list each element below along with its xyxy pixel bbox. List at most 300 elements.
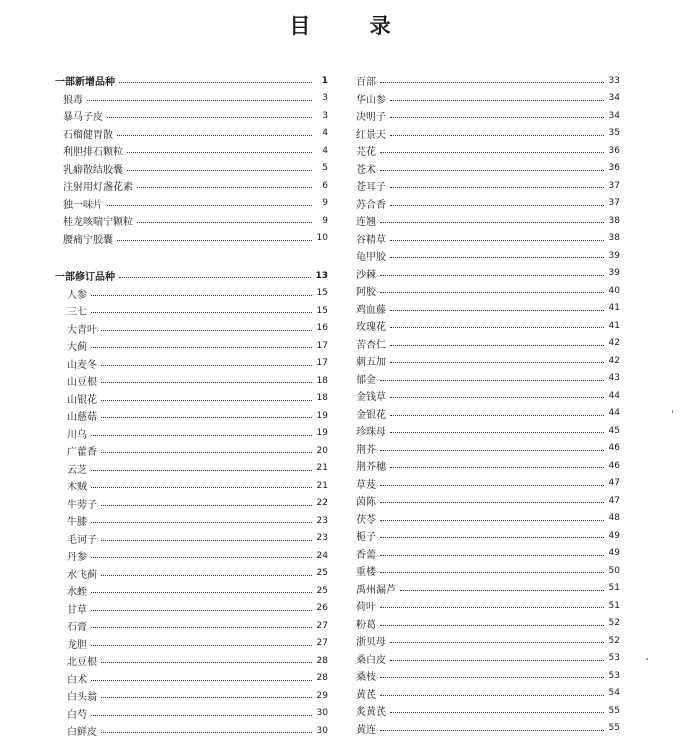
leader-dots (390, 205, 604, 206)
toc-entry-name: 苦杏仁 (356, 339, 386, 351)
page-number: 24 (316, 550, 328, 561)
toc-entry-name: 桑白皮 (356, 654, 386, 666)
page-number: 30 (316, 708, 328, 719)
leader-dots (390, 345, 604, 346)
page-number: 49 (608, 548, 620, 559)
section-heading-label: 一部新增品种 (55, 77, 115, 89)
page-number: 37 (608, 198, 620, 209)
page-number: 10 (316, 233, 328, 244)
page-number: 19 (316, 428, 328, 439)
leader-dots (101, 732, 312, 733)
toc-entry-name: 荆芥 (356, 444, 376, 456)
toc-entry-name: 栀子 (356, 532, 376, 544)
page-number: 27 (316, 620, 328, 631)
page-number: 9 (322, 215, 328, 226)
toc-entry[interactable] (55, 495, 328, 513)
leader-dots (380, 222, 604, 223)
toc-entry[interactable] (356, 650, 620, 668)
toc-entry-name: 注射用灯盏花素 (63, 182, 133, 194)
toc-entry-name: 狼毒 (63, 94, 83, 106)
toc-entry-name: 三七 (67, 307, 87, 319)
toc-entry-name: 白芍 (67, 709, 87, 721)
page-number: 21 (316, 480, 328, 491)
page-number: 33 (608, 75, 620, 86)
leader-dots (91, 592, 312, 593)
page-number: 42 (608, 355, 620, 366)
toc-entry[interactable] (55, 652, 328, 670)
toc-entry-name: 金钱草 (356, 392, 386, 404)
leader-dots (380, 485, 604, 486)
leader-dots (101, 697, 312, 698)
leader-dots (101, 330, 312, 331)
page-number: 19 (316, 410, 328, 421)
toc-entry[interactable] (55, 90, 328, 108)
toc-entry-name: 苏合香 (356, 199, 386, 211)
toc-entry-name: 珍珠母 (356, 427, 386, 439)
toc-entry[interactable] (55, 565, 328, 583)
leader-dots (390, 642, 604, 643)
page-number: 36 (608, 163, 620, 174)
section-heading-revised-varieties[interactable] (55, 267, 328, 285)
page-number: 25 (316, 568, 328, 579)
toc-entry[interactable] (356, 615, 620, 633)
page-number: 6 (322, 180, 328, 191)
toc-entry[interactable] (55, 337, 328, 355)
toc-entry-name: 黄连 (356, 724, 376, 736)
page-number: 23 (316, 515, 328, 526)
leader-dots (380, 292, 604, 293)
toc-entry-name: 大青叶 (67, 324, 97, 336)
leader-dots (119, 82, 312, 83)
toc-entry-name: 红景天 (356, 129, 386, 141)
page-number: 51 (608, 583, 620, 594)
toc-entry[interactable] (55, 687, 328, 705)
leader-dots (390, 362, 604, 363)
leader-dots (107, 205, 312, 206)
page-number: 39 (608, 268, 620, 279)
toc-entry-name: 水飞蓟 (67, 569, 97, 581)
leader-dots (101, 575, 312, 576)
page-number: 15 (316, 288, 328, 299)
toc-entry[interactable] (356, 352, 620, 370)
leader-dots (137, 187, 312, 188)
toc-entry-name: 桂龙咳喘宁颗粒 (63, 217, 133, 229)
leader-dots (390, 240, 604, 241)
toc-entry[interactable] (356, 282, 620, 300)
page-number: 21 (316, 463, 328, 474)
toc-entry[interactable] (356, 422, 620, 440)
leader-dots (91, 435, 312, 436)
toc-entry-name: 北豆根 (67, 657, 97, 669)
toc-entry-name: 茯苓 (356, 514, 376, 526)
scan-speck (646, 658, 648, 660)
toc-entry-name: 茵陈 (356, 497, 376, 509)
scan-speck (672, 410, 673, 413)
leader-dots (380, 275, 604, 276)
toc-entry[interactable] (55, 425, 328, 443)
page-number: 3 (322, 93, 328, 104)
toc-entry-name: 桑枝 (356, 672, 376, 684)
toc-entry-name: 苍术 (356, 164, 376, 176)
toc-entry-name: 刺五加 (356, 357, 386, 369)
page-number: 46 (608, 460, 620, 471)
page-number: 28 (316, 673, 328, 684)
page-number: 35 (608, 128, 620, 139)
toc-entry[interactable] (356, 580, 620, 598)
page-number: 18 (316, 393, 328, 404)
page-number: 22 (316, 498, 328, 509)
page-number: 20 (316, 445, 328, 456)
toc-entry[interactable] (356, 230, 620, 248)
leader-dots (107, 117, 312, 118)
leader-dots (101, 417, 312, 418)
leader-dots (117, 135, 312, 136)
toc-entry[interactable] (55, 390, 328, 408)
toc-entry-name: 牛膝 (67, 517, 87, 529)
page-number: 47 (608, 495, 620, 506)
toc-entry-name: 白头翁 (67, 692, 97, 704)
toc-entry-name: 金银花 (356, 409, 386, 421)
page-number: 41 (608, 303, 620, 314)
toc-entry[interactable] (55, 195, 328, 213)
page-number: 52 (608, 635, 620, 646)
toc-entry[interactable] (55, 160, 328, 178)
toc-entry[interactable] (55, 107, 328, 125)
page-number: 55 (608, 705, 620, 716)
leader-dots (119, 277, 311, 278)
toc-entry-name: 郁金 (356, 374, 376, 386)
toc-entry[interactable] (356, 475, 620, 493)
leader-dots (91, 715, 312, 716)
leader-dots (390, 467, 604, 468)
toc-entry-name: 荷叶 (356, 602, 376, 614)
leader-dots (380, 537, 604, 538)
toc-entry-name: 山慈菇 (67, 412, 97, 424)
page-number: 52 (608, 618, 620, 629)
leader-dots (101, 365, 312, 366)
toc-entry[interactable] (356, 107, 620, 125)
leader-dots (91, 557, 312, 558)
leader-dots (390, 187, 604, 188)
toc-entry[interactable] (356, 335, 620, 353)
page-number: 1 (321, 75, 328, 86)
toc-entry[interactable] (55, 442, 328, 460)
toc-entry[interactable] (356, 90, 620, 108)
toc-entry[interactable] (55, 600, 328, 618)
toc-entry[interactable] (356, 300, 620, 318)
leader-dots (91, 645, 312, 646)
page-number: 40 (608, 285, 620, 296)
leader-dots (101, 505, 312, 506)
toc-entry[interactable] (356, 457, 620, 475)
leader-dots (390, 712, 604, 713)
leader-dots (380, 520, 604, 521)
leader-dots (380, 502, 604, 503)
toc-entry[interactable] (356, 212, 620, 230)
toc-entry-name: 乳癖散结胶囊 (63, 164, 123, 176)
page-number: 27 (316, 638, 328, 649)
leader-dots (127, 170, 312, 171)
toc-entry-name: 龟甲胶 (356, 252, 386, 264)
leader-dots (380, 170, 604, 171)
page-number: 17 (316, 340, 328, 351)
leader-dots (127, 152, 312, 153)
page-number: 34 (608, 110, 620, 121)
toc-entry[interactable] (356, 125, 620, 143)
toc-entry[interactable] (55, 705, 328, 723)
page-number: 36 (608, 145, 620, 156)
toc-entry-name: 炙黄芪 (356, 707, 386, 719)
leader-dots (91, 522, 312, 523)
toc-entry-name: 草芨 (356, 479, 376, 491)
page-number: 3 (322, 110, 328, 121)
toc-entry[interactable] (55, 670, 328, 688)
toc-entry[interactable] (356, 265, 620, 283)
toc-entry[interactable] (55, 582, 328, 600)
toc-entry[interactable] (55, 635, 328, 653)
page-number: 46 (608, 443, 620, 454)
leader-dots (390, 432, 604, 433)
toc-entry-name: 香薷 (356, 549, 376, 561)
page-number: 51 (608, 600, 620, 611)
toc-entry[interactable] (356, 370, 620, 388)
toc-entry-name: 山豆根 (67, 377, 97, 389)
page-number: 38 (608, 215, 620, 226)
toc-entry[interactable] (55, 617, 328, 635)
toc-entry-name: 白术 (67, 674, 87, 686)
toc-entry[interactable] (356, 177, 620, 195)
page-number: 55 (608, 723, 620, 734)
leader-dots (101, 452, 312, 453)
leader-dots (117, 240, 312, 241)
toc-entry-name: 暴马子皮 (63, 112, 103, 124)
toc-entry-name: 广藿香 (67, 447, 97, 459)
toc-entry-name: 白鲜皮 (67, 727, 97, 739)
leader-dots (101, 540, 312, 541)
toc-right-column (356, 72, 620, 737)
toc-entry-name: 玫瑰花 (356, 322, 386, 334)
toc-entry-name: 沙棘 (356, 269, 376, 281)
leader-dots (380, 450, 604, 451)
toc-entry-name: 决明子 (356, 112, 386, 124)
toc-entry[interactable] (55, 302, 328, 320)
page-number: 48 (608, 513, 620, 524)
toc-entry[interactable] (356, 667, 620, 685)
toc-entry[interactable] (356, 440, 620, 458)
section-heading-label: 一部修订品种 (55, 272, 115, 284)
toc-entry-name: 连翘 (356, 217, 376, 229)
leader-dots (390, 100, 604, 101)
toc-entry[interactable] (356, 685, 620, 703)
toc-entry[interactable] (356, 195, 620, 213)
leader-dots (390, 397, 604, 398)
page-number: 42 (608, 338, 620, 349)
toc-entry[interactable] (356, 527, 620, 545)
leader-dots (101, 382, 312, 383)
leader-dots (380, 625, 604, 626)
page-number: 9 (322, 198, 328, 209)
toc-entry-name: 川乌 (67, 429, 87, 441)
toc-entry[interactable] (55, 512, 328, 530)
toc-entry-name: 毛诃子 (67, 534, 97, 546)
page-number: 47 (608, 478, 620, 489)
leader-dots (101, 662, 312, 663)
leader-dots (400, 590, 604, 591)
toc-entry-name: 山银花 (67, 394, 97, 406)
page-number: 45 (608, 425, 620, 436)
toc-entry[interactable] (356, 160, 620, 178)
page-number: 28 (316, 655, 328, 666)
toc-entry-name: 石榴健胃散 (63, 129, 113, 141)
page-number: 44 (608, 408, 620, 419)
toc-entry[interactable] (356, 247, 620, 265)
leader-dots (91, 470, 312, 471)
page-number: 25 (316, 585, 328, 596)
toc-entry[interactable] (55, 407, 328, 425)
leader-dots (380, 607, 604, 608)
page-number: 29 (316, 690, 328, 701)
page-number: 43 (608, 373, 620, 384)
page-number: 41 (608, 320, 620, 331)
toc-entry[interactable] (55, 530, 328, 548)
leader-dots (380, 695, 604, 696)
page-number: 17 (316, 358, 328, 369)
toc-entry-name: 华山参 (356, 94, 386, 106)
toc-entry-name: 独一味片 (63, 199, 103, 211)
toc-entry-name: 腰痛宁胶囊 (63, 234, 113, 246)
page-number: 53 (608, 670, 620, 681)
page-number: 26 (316, 603, 328, 614)
page-number: 39 (608, 250, 620, 261)
toc-entry[interactable] (55, 320, 328, 338)
toc-entry-name: 苍耳子 (356, 182, 386, 194)
leader-dots (380, 730, 604, 731)
toc-entry[interactable] (55, 477, 328, 495)
leader-dots (380, 152, 604, 153)
toc-entry[interactable] (356, 492, 620, 510)
leader-dots (91, 295, 312, 296)
toc-entry-name: 利胆排石颗粒 (63, 147, 123, 159)
toc-entry-name: 龙胆 (67, 639, 87, 651)
leader-dots (91, 347, 312, 348)
toc-entry[interactable] (356, 597, 620, 615)
leader-dots (390, 327, 604, 328)
page-number: 54 (608, 688, 620, 699)
toc-left-column (55, 72, 328, 740)
toc-entry-name: 荆芥穗 (356, 462, 386, 474)
leader-dots (380, 677, 604, 678)
toc-entry[interactable] (356, 405, 620, 423)
leader-dots (91, 610, 312, 611)
section-heading-new-varieties[interactable] (55, 72, 328, 90)
leader-dots (380, 555, 604, 556)
toc-entry-name: 鸡血藤 (356, 304, 386, 316)
toc-entry[interactable] (356, 510, 620, 528)
toc-entry[interactable] (356, 562, 620, 580)
toc-entry-name: 阿胶 (356, 287, 376, 299)
toc-entry-name: 重楼 (356, 567, 376, 579)
toc-entry[interactable] (356, 702, 620, 720)
page-number: 18 (316, 375, 328, 386)
toc-entry[interactable] (356, 142, 620, 160)
toc-entry-name: 谷精草 (356, 234, 386, 246)
leader-dots (380, 82, 604, 83)
toc-entry-name: 人参 (67, 289, 87, 301)
leader-dots (91, 627, 312, 628)
leader-dots (101, 400, 312, 401)
toc-entry-name: 粉葛 (356, 619, 376, 631)
page-number: 34 (608, 93, 620, 104)
leader-dots (137, 222, 312, 223)
leader-dots (91, 312, 312, 313)
toc-entry-name: 山麦冬 (67, 359, 97, 371)
page-number: 15 (316, 305, 328, 316)
page-title: 目 录 (289, 14, 417, 38)
toc-entry[interactable] (55, 142, 328, 160)
toc-entry[interactable] (55, 177, 328, 195)
toc-entry[interactable] (55, 372, 328, 390)
toc-entry-name: 芫花 (356, 147, 376, 159)
toc-entry[interactable] (55, 460, 328, 478)
leader-dots (380, 380, 604, 381)
toc-entry-name: 大蓟 (67, 342, 87, 354)
toc-entry-name: 云芝 (67, 464, 87, 476)
page-number: 4 (322, 128, 328, 139)
toc-entry[interactable] (55, 125, 328, 143)
page-number: 37 (608, 180, 620, 191)
toc-entry[interactable] (55, 547, 328, 565)
toc-entry[interactable] (356, 72, 620, 90)
toc-entry[interactable] (356, 545, 620, 563)
toc-entry[interactable] (55, 285, 328, 303)
toc-entry[interactable] (356, 632, 620, 650)
toc-entry[interactable] (55, 212, 328, 230)
toc-entry-name: 禹州漏芦 (356, 584, 396, 596)
toc-entry[interactable] (356, 720, 620, 738)
leader-dots (390, 660, 604, 661)
toc-entry-name: 浙贝母 (356, 637, 386, 649)
leader-dots (91, 487, 312, 488)
page-number: 16 (316, 323, 328, 334)
toc-entry-name: 牛蒡子 (67, 499, 97, 511)
toc-entry[interactable] (356, 317, 620, 335)
page-number: 38 (608, 233, 620, 244)
page-number: 53 (608, 653, 620, 664)
leader-dots (87, 100, 312, 101)
toc-entry-name: 甘草 (67, 604, 87, 616)
toc-entry[interactable] (55, 230, 328, 248)
toc-entry-name: 丹参 (67, 552, 87, 564)
page-number: 49 (608, 530, 620, 541)
leader-dots (390, 117, 604, 118)
leader-dots (91, 680, 312, 681)
leader-dots (390, 415, 604, 416)
leader-dots (380, 572, 604, 573)
leader-dots (390, 310, 604, 311)
page-number: 30 (316, 725, 328, 736)
page-number: 44 (608, 390, 620, 401)
page-number: 5 (322, 163, 328, 174)
toc-entry-name: 黄芪 (356, 689, 376, 701)
toc-entry-name: 石膏 (67, 622, 87, 634)
toc-entry-name: 水蛭 (67, 587, 87, 599)
toc-entry-name: 木贼 (67, 482, 87, 494)
toc-entry[interactable] (55, 355, 328, 373)
toc-entry[interactable] (356, 387, 620, 405)
page-number: 23 (316, 533, 328, 544)
page-number: 4 (322, 145, 328, 156)
toc-entry[interactable] (55, 722, 328, 740)
